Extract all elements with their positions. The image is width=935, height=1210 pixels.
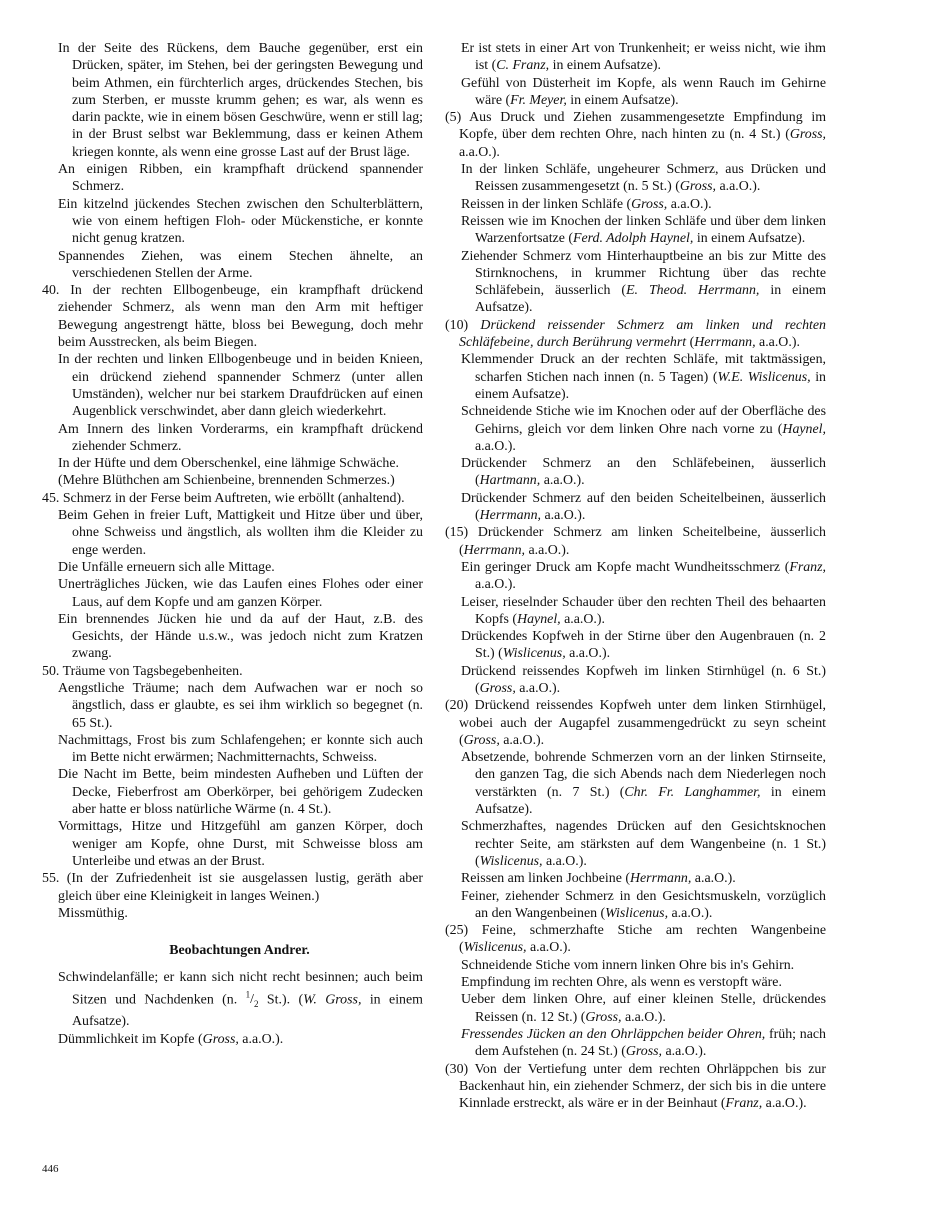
entry-paragraph [42, 680, 423, 732]
text-segment: in einem Aufsatze). [549, 58, 661, 74]
entry-paragraph [445, 974, 826, 991]
text-segment: Beim Gehen in freier Luft, Mattigkeit und Hitze über und über, ohne Schweiss und ängstlich, als wollten ihm die Kleider zu enge werden. [58, 508, 423, 558]
italic-text: Drückend reissender Schmerz am linken und rechten Schläfebeine, durch Berührung vermehrt [459, 317, 826, 351]
italic-text: Herrmann, [479, 508, 541, 524]
entry-paragraph [42, 455, 423, 472]
text-segment: a.a.O.). [716, 179, 761, 195]
italic-text: Fr. Meyer, [510, 92, 567, 108]
entry-paragraph [445, 1026, 826, 1061]
entry-paragraph [42, 1031, 423, 1048]
italic-text: Gross, [463, 732, 500, 748]
text-segment: In der Hüfte und dem Oberschenkel, eine lähmige Schwäche. [58, 456, 399, 472]
entry-paragraph [445, 317, 826, 352]
italic-text: Herrmann, [463, 542, 525, 558]
entry-paragraph [445, 109, 826, 161]
italic-text: Gross, [679, 179, 716, 195]
text-segment: a.a.O.). [515, 680, 561, 696]
text-segment: a.a.O.). [526, 940, 571, 956]
text-segment: Reissen wie im Knochen der linken Schläfe und über dem linken Warzenfortsatze ( [461, 213, 826, 247]
text-segment: Reissen in der linken Schläfe ( [461, 196, 632, 212]
entry-paragraph [42, 490, 423, 507]
italic-text: W. Gross, [303, 992, 362, 1008]
italic-text: Wislicenus, [463, 940, 527, 956]
text-segment: Die Nacht im Bette, beim mindesten Aufheben und Lüften der Decke, Fieberfrost am Oberkörper, bei gehörigem Zudecken aber hatte er bloss natürliche Wärme (n. 4 St.). [58, 767, 423, 818]
entry-paragraph [445, 663, 826, 698]
text-segment: a.a.O.). [755, 335, 800, 351]
entry-paragraph [42, 969, 423, 1030]
text-segment: (25) Feine, schmerzhafte Stiche am rechten Wangenbeine ( [445, 923, 826, 956]
entry-paragraph [42, 818, 423, 870]
text-segment: Reissen am linken Jochbeine ( [461, 871, 630, 887]
text-segment: in einem Aufsatze). [72, 992, 423, 1030]
text-segment: Unerträgliches Jücken, wie das Laufen eines Flohes oder einer Laus, auf dem Kopfe und am ganzen Körper. [58, 577, 423, 610]
text-segment: a.a.O.). [662, 1044, 707, 1060]
text-segment: (10) [445, 317, 481, 333]
text-segment: Ueber dem linken Ohre, auf einer kleinen Stelle, drückendes Reissen (n. 12 St.) ( [461, 992, 826, 1025]
italic-text: E. Theod. Herrmann, [626, 283, 760, 299]
entry-paragraph [42, 40, 423, 161]
italic-text: Hartmann, [479, 473, 541, 489]
text-segment: a.a.O.). [762, 1096, 807, 1112]
entry-paragraph [42, 196, 423, 248]
italic-text: Herrmann, [629, 871, 692, 887]
entry-paragraph [42, 870, 423, 905]
text-segment: a.a.O.). [525, 542, 570, 558]
entry-paragraph [445, 559, 826, 594]
text-segment: Schneidende Stiche vom innern linken Ohre bis in's Gehirn. [461, 957, 795, 973]
text-segment: Aengstliche Träume; nach dem Aufwachen war er noch so ängstlich, dass er glaubte, es sei ihm wirklich so begegnet (n. 65 St.). [58, 680, 423, 731]
page-number: 446 [42, 1163, 59, 1175]
entry-paragraph [445, 697, 826, 749]
entry-paragraph [42, 507, 423, 559]
right-column-entries [445, 40, 826, 1112]
text-segment: Vormittags, Hitze und Hitzgefühl am ganzen Körper, doch weniger am Kopfe, ohne Durst, mit Schweisse bloss am Unterleibe und etwas an der Brust. [58, 819, 423, 869]
entry-paragraph [445, 40, 826, 75]
text-segment: Schmerzhaftes, nagendes Drücken auf den Gesichtsknochen rechter Seite, am stärksten auf dem Wangenbeine (n. 1 St.) ( [461, 819, 826, 869]
text-segment: a.a.O.). [621, 1009, 666, 1025]
text-segment: Empfindung im rechten Ohre, als wenn es verstopft wäre. [461, 975, 782, 991]
text-segment: In der rechten und linken Ellbogenbeuge und in beiden Knieen, ein drückend ziehend spannender Schmerz (unter allen Umständen), welcher nur bei starkem Draufdrücken auf einen Augenblick verschwindet, aber dann gleich wiederkehrt. [58, 352, 423, 420]
italic-text: Gross, [631, 196, 668, 212]
entry-paragraph [445, 594, 826, 629]
section-heading: Beobachtungen Andrer. [169, 943, 310, 959]
entry-paragraph [42, 421, 423, 456]
text-segment: Er ist stets in einer Art von Trunkenheit; er weiss nicht, wie ihm ist ( [461, 41, 826, 74]
entry-paragraph [42, 282, 423, 351]
text-segment: in einem Aufsatze). [566, 92, 679, 108]
text-segment: Absetzende, bohrende Schmerzen vorn an der linken Stirnseite, den ganzen Tag, die sich Abends nach dem Niederlegen noch verstärkten (n. 7 St.) ( [461, 750, 826, 800]
entry-paragraph [42, 732, 423, 767]
italic-text: Wislicenus, [605, 905, 669, 921]
entry-paragraph [42, 559, 423, 576]
text-segment: Ein brennendes Jücken hie und da auf der Haut, z.B. des Gesichts, der Hände u.s.w., was jedoch nicht zum Kratzen zwang. [58, 611, 423, 662]
text-segment: Dümmlichkeit im Kopfe ( [58, 1031, 203, 1047]
italic-text: C. Franz, [496, 58, 550, 74]
entry-paragraph [445, 628, 826, 663]
text-segment: Am Innern des linken Vorderarms, ein krampfhaft drückend ziehender Schmerz. [58, 421, 423, 454]
entry-paragraph [445, 75, 826, 110]
text-segment: a.a.O.). [542, 853, 587, 869]
text-segment: St.). ( [258, 992, 304, 1008]
text-segment: (30) Von der Vertiefung unter dem rechten Ohrläppchen bis zur Backenhaut hin, ein ziehender Schmerz, der sich bis in die untere Kinnlade erstreckt, als wäre er in der Beinhaut ( [445, 1061, 826, 1112]
text-segment: a.a.O.). [499, 732, 545, 748]
entry-paragraph [445, 351, 826, 403]
text-segment: a.a.O.). [565, 646, 611, 662]
italic-text: Franz, [789, 559, 826, 575]
text-segment: a.a.O.). [475, 577, 516, 593]
text-segment: a.a.O.). [691, 871, 736, 887]
text-segment: in einem Aufsatze). [475, 369, 827, 402]
entry-paragraph [445, 957, 826, 974]
entry-paragraph [445, 991, 826, 1026]
text-segment: Feiner, ziehender Schmerz in den Gesichtsmuskeln, vorzüglich an den Wangenbeinen ( [461, 888, 826, 921]
text-segment: a.a.O.). [541, 508, 586, 524]
text-segment: a.a.O.). [475, 438, 516, 454]
italic-text: Wislicenus, [502, 646, 566, 662]
italic-text: Franz, [725, 1096, 763, 1112]
text-segment: 40. In der rechten Ellbogenbeuge, ein krampfhaft drückend ziehender Schmerz, als wenn man den Arm mit heftiger Bewegung angestrengt hätte, bloss bei Bewegung, doch mehr beim Ausstrecken, als beim Biegen. [42, 283, 423, 351]
text-segment: Drückendes Kopfweh in der Stirne über den Augenbrauen (n. 2 St.) ( [461, 629, 826, 662]
entry-paragraph [445, 161, 826, 196]
text-segment: Missmüthig. [58, 905, 128, 921]
italic-text: Ferd. Adolph Haynel, [572, 231, 694, 247]
text-segment: Schneidende Stiche wie im Knochen oder auf der Oberfläche des Gehirns, gleich vor dem linken Ohre nach vorne zu ( [461, 404, 826, 437]
text-segment: Ein kitzelnd jückendes Stechen zwischen den Schulterblättern, wie von einem heftigen Floh- oder Mückenstiche, er konnte nicht genug kratzen. [58, 196, 423, 247]
text-segment: ( [686, 335, 695, 351]
entry-paragraph [42, 905, 423, 922]
entry-paragraph [445, 818, 826, 870]
text-segment: Drückend reissendes Kopfweh im linken Stirnhügel (n. 6 St.) ( [461, 663, 826, 696]
text-segment: 55. (In der Zufriedenheit ist sie ausgelassen lustig, geräth aber gleich über eine Kleinigkeit in langes Weinen.) [42, 871, 423, 904]
text-segment: (20) Drückend reissendes Kopfweh unter dem linken Stirnhügel, wobei auch der Augapfel zusammengedrückt zu seyn scheint ( [445, 698, 826, 748]
entry-paragraph [445, 888, 826, 923]
text-segment: (5) Aus Druck und Ziehen zusammengesetzte Empfindung im Kopfe, über dem rechten Ohre, nach hinten zu (n. 4 St.) ( [445, 110, 826, 143]
left-column-entries-after [42, 969, 423, 1048]
text-segment: 50. Träume von Tagsbegebenheiten. [42, 663, 243, 679]
text-segment: in einem Aufsatze). [475, 283, 827, 316]
text-segment: a.a.O.). [668, 905, 713, 921]
entry-paragraph [42, 472, 423, 489]
text-segment: a.a.O.). [667, 196, 712, 212]
text-segment: Ziehender Schmerz vom Hinterhauptbeine an bis zur Mitte des Stirnknochens, in krummer Richtung über das rechte Schläfebein, äusserlich ( [461, 248, 826, 299]
text-segment: Drückender Schmerz an den Schläfebeinen, äusserlich ( [461, 456, 826, 489]
italic-text: Gross, [479, 680, 516, 696]
text-segment: Spannendes Ziehen, was einem Stechen ähnelte, an verschiedenen Stellen der Arme. [58, 248, 423, 281]
text-segment: Ein geringer Druck am Kopfe macht Wundheitsschmerz ( [461, 559, 790, 575]
text-segment: a.a.O.). [560, 611, 606, 627]
entry-paragraph [445, 524, 826, 559]
entry-paragraph [42, 766, 423, 818]
italic-text: Haynel, [517, 611, 561, 627]
entry-paragraph [445, 213, 826, 248]
entry-paragraph [445, 248, 826, 317]
text-segment: in einem Aufsatze). [693, 231, 806, 247]
entry-paragraph [445, 403, 826, 455]
text-segment: a.a.O.). [459, 144, 500, 160]
entry-paragraph [42, 351, 423, 420]
text-segment: In der Seite des Rückens, dem Bauche gegenüber, erst ein Drücken, später, im Stehen, bei der geringsten Bewegung und beim Athmen, ein fürchterlich arges, drückendes Stechen, bis zum Sterben, er musste krumm gehen; es war, als wenn es darin packte, wie in einem bösen Geschwüre, wenn er still lag; in der Brust selbst war Beklemmung, dass er keinen Athem kriegen konnte, als wenn eine grosse Last auf der Brust läge. [58, 41, 423, 160]
italic-text: Gross, [202, 1031, 239, 1047]
left-column [42, 40, 423, 1048]
entry-paragraph [42, 576, 423, 611]
text-segment: (Mehre Blüthchen am Schienbeine, brennenden Schmerzes.) [58, 473, 395, 489]
text-segment: Nachmittags, Frost bis zum Schlafengehen; er konnte sich auch im Bette nicht erwärmen; Nachmitternachts, Schweiss. [58, 732, 423, 766]
italic-text: Fressendes Jücken an den Ohrläppchen beider Ohren, [461, 1026, 766, 1042]
text-segment: Klemmender Druck an der rechten Schläfe, mit taktmässigen, scharfen Stichen nach innen (n. 5 Tagen) ( [461, 352, 826, 385]
italic-text: W.E. Wislicenus, [717, 369, 811, 385]
italic-text: Chr. Fr. Langhammer, [624, 784, 761, 800]
entry-paragraph [445, 455, 826, 490]
entry-paragraph [42, 663, 423, 680]
left-column-entries [42, 40, 423, 922]
text-segment: An einigen Ribben, ein krampfhaft drückend spannender Schmerz. [58, 162, 423, 195]
text-segment: Gefühl von Düsterheit im Kopfe, als wenn Rauch im Gehirne wäre ( [461, 75, 826, 108]
entry-paragraph [445, 1061, 826, 1113]
entry-paragraph [445, 870, 826, 887]
italic-text: Herrmann, [694, 335, 756, 351]
italic-text: Gross, [625, 1044, 662, 1060]
entry-paragraph [445, 922, 826, 957]
italic-text: Gross, [789, 127, 826, 143]
text-segment: a.a.O.). [540, 473, 585, 489]
entry-paragraph [445, 749, 826, 818]
italic-text: Haynel, [782, 421, 826, 437]
text-segment: a.a.O.). [238, 1031, 284, 1047]
text-segment: Die Unfälle erneuern sich alle Mittage. [58, 559, 275, 575]
italic-text: Gross, [585, 1009, 622, 1025]
fraction: $^1/_2$ [245, 989, 259, 1010]
entry-paragraph [445, 490, 826, 525]
text-segment: Drückender Schmerz auf den beiden Scheitelbeinen, äusserlich ( [461, 490, 826, 524]
text-segment: in einem Aufsatze). [475, 784, 826, 818]
text-segment: 45. Schmerz in der Ferse beim Auftreten, wie erböllt (anhaltend). [42, 490, 405, 506]
entry-paragraph [42, 161, 423, 196]
text-segment: In der linken Schläfe, ungeheurer Schmerz, aus Drücken und Reissen zusammengesetzt (n. 5 St.) ( [461, 162, 826, 195]
entry-paragraph [445, 196, 826, 213]
text-segment: (15) Drückender Schmerz am linken Scheitelbeine, äusserlich ( [445, 525, 826, 558]
entry-paragraph [42, 248, 423, 283]
right-column [445, 40, 826, 1112]
text-segment: Leiser, rieselnder Schauder über den rechten Theil des behaarten Kopfs ( [461, 594, 826, 627]
entry-paragraph [42, 611, 423, 663]
text-segment: früh; nach dem Aufstehen (n. 24 St.) ( [475, 1026, 826, 1060]
text-segment: Schwindelanfälle; er kann sich nicht recht besinnen; auch beim Sitzen und Nachdenken (n. [58, 970, 423, 1008]
italic-text: Wislicenus, [479, 853, 543, 869]
